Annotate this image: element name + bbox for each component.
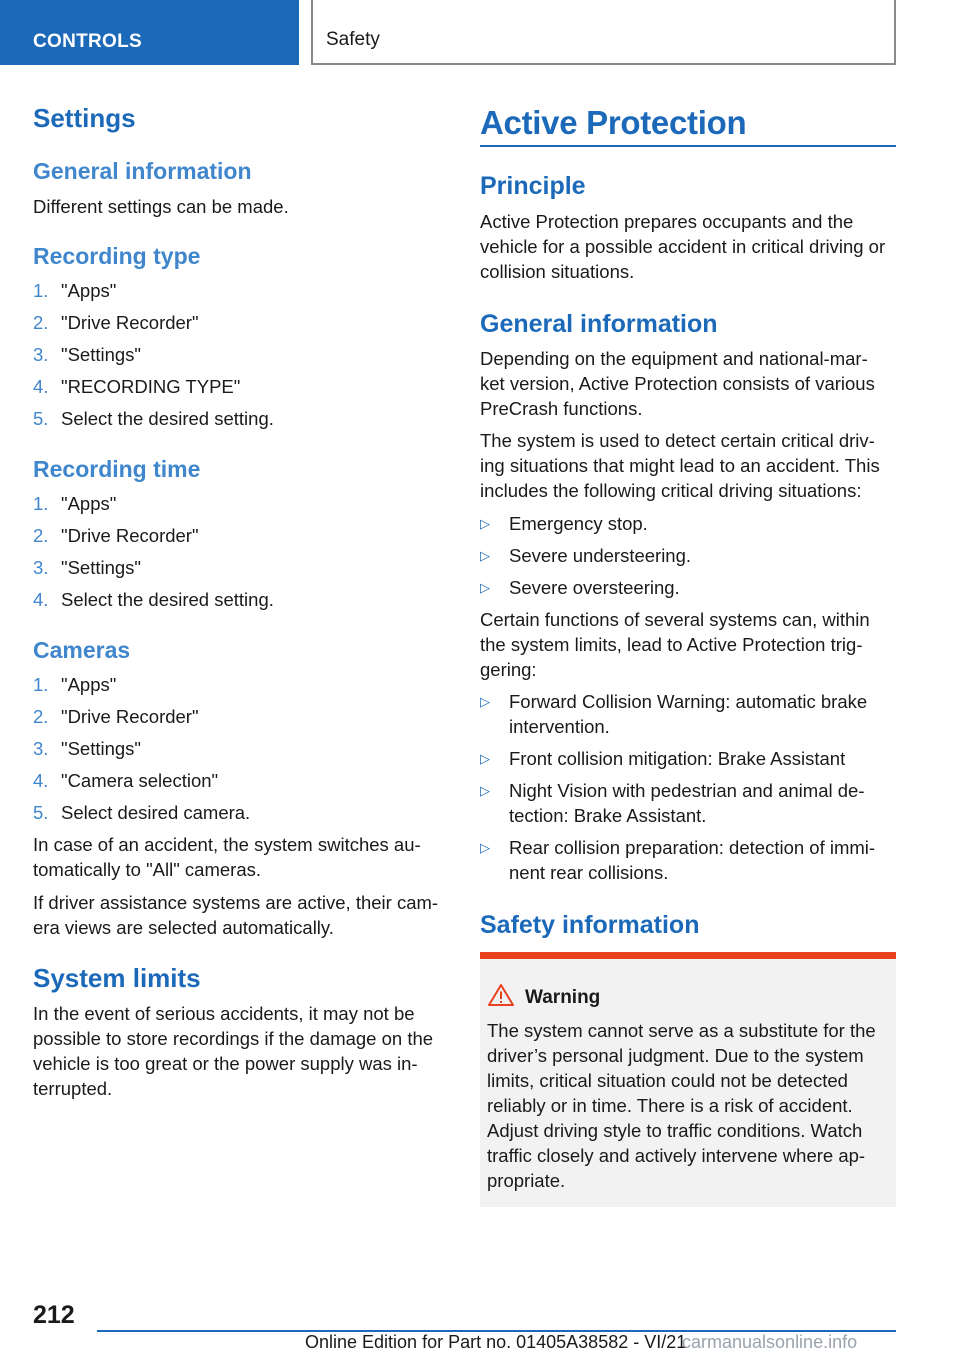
general-info-heading: General information xyxy=(33,158,252,184)
general-info-p2: The system is used to detect certain critical driv- ing situations that might lead to an accident. This includes the following critical driving situations: xyxy=(480,430,880,501)
triangle-bullet-icon: ▷ xyxy=(480,751,490,766)
recording-time-heading: Recording time xyxy=(33,456,201,482)
triangle-bullet-icon: ▷ xyxy=(480,783,490,798)
triangle-bullet-icon: ▷ xyxy=(480,580,490,595)
warning-triangle-icon xyxy=(487,983,515,1012)
triangle-bullet-icon: ▷ xyxy=(480,840,490,855)
warning-title: Warning xyxy=(525,987,601,1008)
general-info-p3: Certain functions of several systems can, within the system limits, lead to Active Protection trig- gering: xyxy=(480,609,870,680)
title-rule xyxy=(480,145,896,147)
warning-text: The system cannot serve as a substitute for the driver’s personal judgment. Due to the system limits, critical situation could not be detected reliably or in time. There is a risk of accident. Adjust driving style to traffic conditions. Watch traffic closely and actively intervene where ap- propriate. xyxy=(487,1020,876,1191)
settings-heading: Settings xyxy=(33,103,136,133)
watermark: carmanualsonline.info xyxy=(682,1332,858,1352)
edition-text: Online Edition for Part no. 01405A38582 - VI/21 xyxy=(305,1332,687,1352)
triangle-bullet-icon: ▷ xyxy=(480,548,490,563)
principle-heading: Principle xyxy=(480,172,586,200)
section-label: CONTROLS xyxy=(33,31,143,52)
general-info-heading-right: General information xyxy=(480,310,718,338)
warning-box xyxy=(480,952,896,1207)
triangle-bullet-icon: ▷ xyxy=(480,694,490,709)
triangle-bullet-icon: ▷ xyxy=(480,516,490,531)
page-title: Active Protection xyxy=(480,104,747,141)
principle-text: Active Protection prepares occupants and the vehicle for a possible accident in critical driving or collision situations. xyxy=(480,211,886,282)
system-limits-text: In the event of serious accidents, it may not be possible to store recordings if the damage on the vehicle is too great or the power supply was in- terrupted. xyxy=(33,1003,434,1099)
recording-type-heading: Recording type xyxy=(33,243,201,269)
cameras-assist-text: If driver assistance systems are active, their cam- era views are selected automatically. xyxy=(33,892,439,938)
page-number: 212 xyxy=(33,1301,75,1329)
general-info-text: Different settings can be made. xyxy=(33,196,289,217)
cameras-accident-text: In case of an accident, the system switches au- tomatically to "All" cameras. xyxy=(33,834,421,880)
section-tab xyxy=(0,0,299,65)
safety-info-heading: Safety information xyxy=(480,911,700,939)
cameras-heading: Cameras xyxy=(33,637,131,663)
general-info-p1: Depending on the equipment and national-mar- ket version, Active Protection consists of various PreCrash functions. xyxy=(480,348,875,419)
system-limits-heading: System limits xyxy=(33,963,201,993)
chapter-header xyxy=(311,0,896,65)
chapter-label: Safety xyxy=(326,29,380,50)
